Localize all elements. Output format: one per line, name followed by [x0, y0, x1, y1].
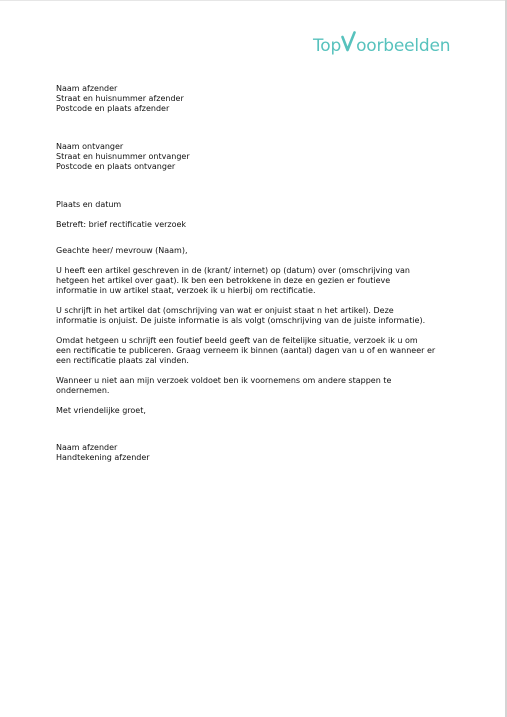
sender-name: Naam afzender — [56, 84, 118, 93]
logo-text-top: Top — [313, 36, 342, 56]
sender-postal: Postcode en plaats afzender — [56, 104, 170, 113]
paragraph-line: ondernemen. — [56, 386, 110, 395]
body-paragraph — [56, 376, 456, 396]
recipient-name: Naam ontvanger — [56, 142, 124, 151]
sender-address — [56, 84, 456, 114]
paragraph-line: een rectificatie plaats zal vinden. — [56, 356, 189, 365]
signature-name: Naam afzender — [56, 443, 118, 452]
paragraph-line: U schrijft in het artikel dat (omschrijving van wat er onjuist staat n het artikel). Deze — [56, 306, 394, 315]
body-paragraph — [56, 266, 456, 296]
signature-handtekening: Handtekening afzender — [56, 453, 150, 462]
checkmark-v-icon — [341, 34, 356, 56]
paragraph-line: Wanneer u niet aan mijn verzoek voldoet ben ik voornemens om andere stappen te — [56, 376, 392, 385]
paragraph-line: Omdat hetgeen u schrijft een foutief beeld geeft van de feitelijke situatie, verzoek ik u om — [56, 336, 418, 345]
salutation: Geachte heer/ mevrouw (Naam), — [56, 246, 188, 255]
subject-line: Betreft: brief rectificatie verzoek — [56, 220, 187, 229]
recipient-address — [56, 142, 456, 172]
letter-body — [56, 84, 456, 463]
signature-block — [56, 443, 456, 463]
paragraph-line: informatie in uw artikel staat, verzoek ik u hierbij om rectificatie. — [56, 286, 316, 295]
logo-text-voorbeelden: oorbeelden — [356, 36, 451, 56]
paragraph-line: hetgeen het artikel over gaat). Ik ben een betrokkene in deze en gezien er foutieve — [56, 276, 391, 285]
page-top-border — [0, 0, 507, 1]
recipient-postal: Postcode en plaats ontvanger — [56, 162, 176, 171]
body-paragraph — [56, 336, 456, 366]
topvoorbeelden-logo — [313, 34, 450, 56]
paragraph-line: informatie is onjuist. De juiste informatie is als volgt (omschrijving van de juiste informatie). — [56, 316, 426, 325]
body-paragraph — [56, 306, 456, 326]
place-and-date: Plaats en datum — [56, 200, 122, 209]
paragraph-line: een rectificatie te publiceren. Graag verneem ik binnen (aantal) dagen van u of en wanneer er — [56, 346, 436, 355]
recipient-street: Straat en huisnummer ontvanger — [56, 152, 190, 161]
paragraph-line: U heeft een artikel geschreven in de (krant/ internet) op (datum) over (omschrijving van — [56, 266, 410, 275]
sender-street: Straat en huisnummer afzender — [56, 94, 184, 103]
closing: Met vriendelijke groet, — [56, 406, 146, 415]
